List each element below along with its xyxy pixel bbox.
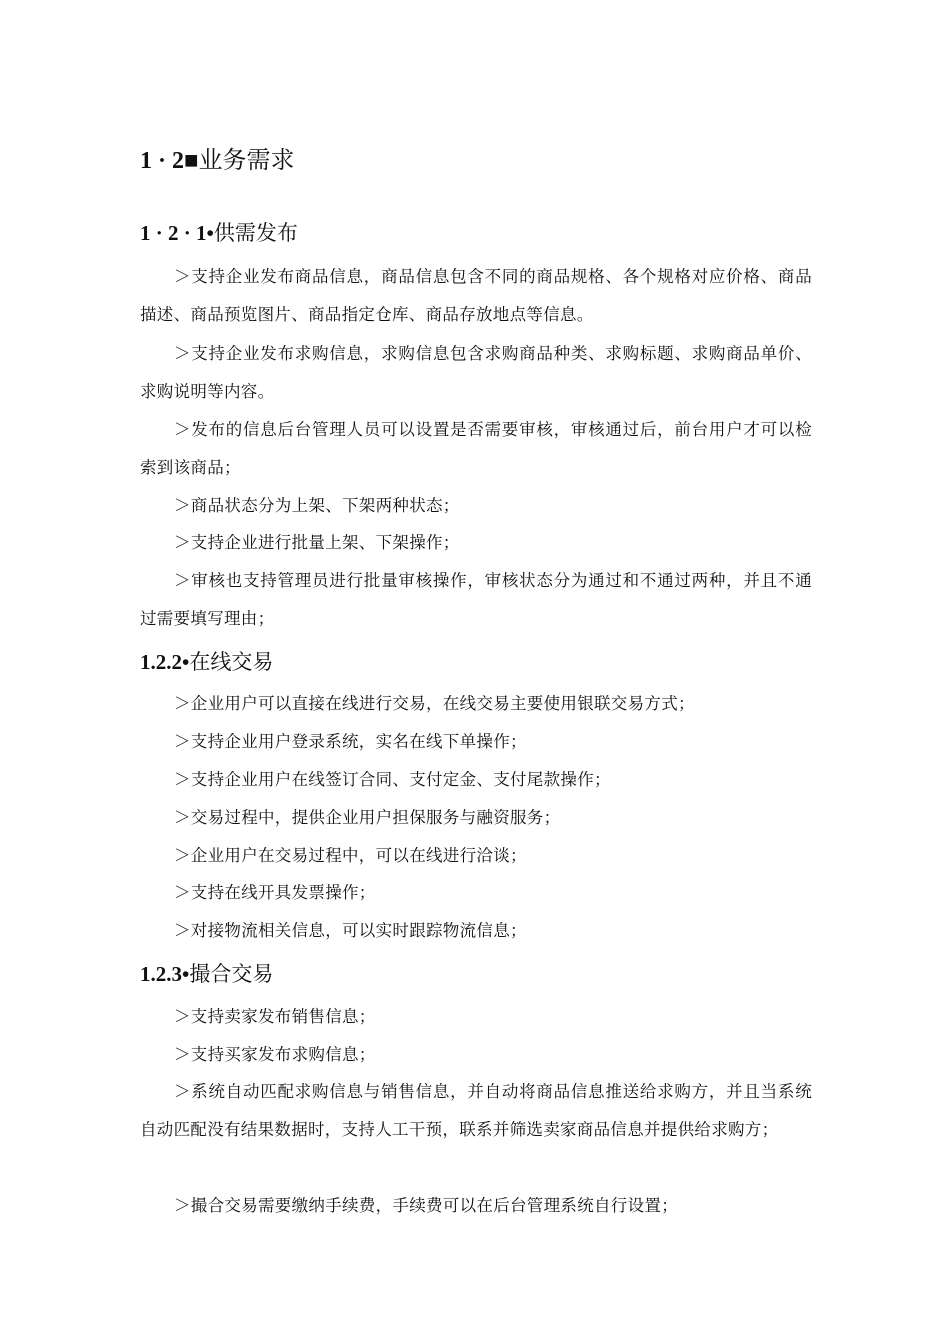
list-item: ＞企业用户在交易过程中，可以在线进行洽谈； bbox=[174, 846, 527, 865]
list-item: ＞发布的信息后台管理人员可以设置是否需要审核，审核通过后，前台用户才可以检索到该商品； bbox=[140, 420, 812, 477]
list-item: ＞对接物流相关信息，可以实时跟踪物流信息； bbox=[174, 921, 527, 940]
list-item: ＞支持企业进行批量上架、下架操作； bbox=[174, 533, 460, 552]
list-item: ＞支持企业发布求购信息，求购信息包含求购商品种类、求购标题、求购商品单价、求购说明等内容。 bbox=[140, 344, 812, 401]
list-item: ＞支持企业用户登录系统，实名在线下单操作； bbox=[174, 732, 527, 751]
subsection-number: 1.2.3• bbox=[140, 962, 190, 986]
subsection-number: 1.2.2• bbox=[140, 650, 190, 674]
subsection-heading-supply-demand bbox=[140, 218, 298, 248]
subsection-title: 撮合交易 bbox=[189, 962, 274, 986]
list-item: ＞审核也支持管理员进行批量审核操作，审核状态分为通过和不通过两种，并且不通过需要填写理由； bbox=[140, 571, 812, 628]
subsection-heading-online-trading bbox=[140, 647, 273, 677]
list-item: ＞商品状态分为上架、下架两种状态； bbox=[174, 496, 460, 515]
section-heading bbox=[140, 143, 295, 178]
list-item: ＞系统自动匹配求购信息与销售信息，并自动将商品信息推送给求购方，并且当系统自动匹配没有结果数据时，支持人工干预，联系并筛选卖家商品信息并提供给求购方； bbox=[140, 1082, 812, 1139]
list-item: ＞交易过程中，提供企业用户担保服务与融资服务； bbox=[174, 808, 561, 827]
list-item: ＞支持企业用户在线签订合同、支付定金、支付尾款操作； bbox=[174, 770, 611, 789]
subsection-number: 1 · 2 · 1• bbox=[140, 221, 214, 245]
section-title: 业务需求 bbox=[198, 146, 295, 174]
list-item: ＞支持买家发布求购信息； bbox=[174, 1045, 376, 1064]
list-item: ＞支持企业发布商品信息，商品信息包含不同的商品规格、各个规格对应价格、商品描述、商品预览图片、商品指定仓库、商品存放地点等信息。 bbox=[140, 267, 812, 324]
subsection-heading-matchmaking-trade bbox=[140, 959, 273, 989]
subsection-title: 供需发布 bbox=[213, 221, 298, 245]
list-item: ＞支持卖家发布销售信息； bbox=[174, 1007, 376, 1026]
list-item: ＞企业用户可以直接在线进行交易，在线交易主要使用银联交易方式； bbox=[174, 694, 695, 713]
list-item: ＞撮合交易需要缴纳手续费，手续费可以在后台管理系统自行设置； bbox=[174, 1196, 678, 1215]
subsection-title: 在线交易 bbox=[189, 650, 274, 674]
section-number: 1 · 2■ bbox=[140, 148, 199, 174]
list-item: ＞支持在线开具发票操作； bbox=[174, 883, 376, 902]
